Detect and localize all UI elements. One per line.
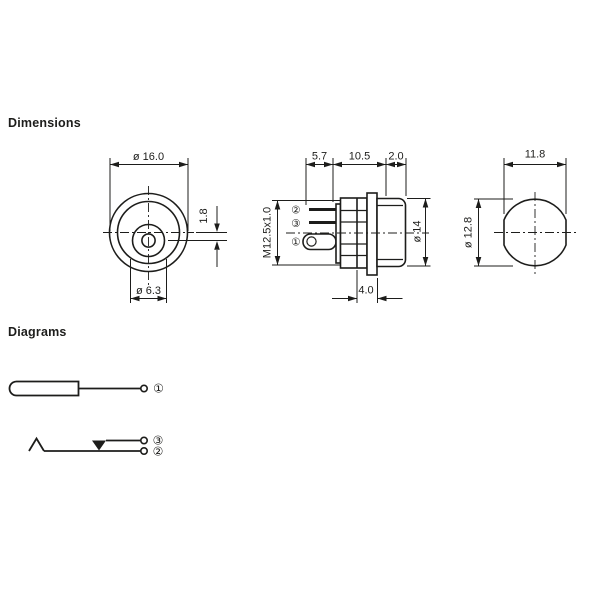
sleeve-terminal-label: ② bbox=[152, 444, 164, 459]
tip-length-label: 2.0 bbox=[388, 150, 404, 163]
arrowhead bbox=[179, 162, 188, 168]
mounting-washer bbox=[367, 193, 377, 275]
arrowhead bbox=[275, 256, 281, 265]
arrowhead bbox=[476, 199, 482, 208]
terminal-2-label: ② bbox=[291, 204, 301, 217]
rear-length-label: 4.0 bbox=[358, 284, 374, 297]
arrowhead bbox=[557, 162, 566, 168]
front-offset-extension-lines bbox=[168, 233, 227, 241]
body-length-label: 10.5 bbox=[348, 150, 371, 163]
arrowhead bbox=[324, 162, 333, 168]
center-pin-symbol bbox=[10, 382, 79, 396]
switch-terminal-label: ③ bbox=[152, 433, 164, 448]
switch-contact-symbol bbox=[92, 441, 106, 451]
arrowhead bbox=[214, 224, 220, 233]
tip-terminal-label: ① bbox=[153, 381, 164, 396]
dimensions-heading: Dimensions bbox=[8, 116, 81, 130]
arrowhead bbox=[386, 162, 395, 168]
terminal-3-label: ③ bbox=[291, 218, 301, 230]
terminal-1-label: ① bbox=[291, 236, 301, 249]
circuit-diagram-switch bbox=[29, 434, 163, 459]
barrel-body bbox=[377, 199, 406, 267]
tip-terminal-node bbox=[141, 385, 147, 391]
terminal-lug-1 bbox=[303, 234, 336, 250]
arrowhead bbox=[423, 199, 429, 208]
arrowhead bbox=[504, 162, 513, 168]
arrowhead bbox=[378, 296, 387, 302]
front-bore-diameter-label: ø 6.3 bbox=[135, 285, 162, 297]
front-offset-label: 1.8 bbox=[198, 208, 210, 224]
spring-contact-symbol bbox=[29, 439, 44, 452]
end-diameter-label: ø 12.8 bbox=[462, 216, 475, 249]
across-flats-label: 11.8 bbox=[524, 148, 546, 161]
arrowhead bbox=[423, 257, 429, 266]
front-view-drawing bbox=[103, 151, 227, 303]
barrel-diameter-label: ø 14 bbox=[411, 220, 424, 243]
arrowhead bbox=[377, 162, 386, 168]
arrowhead bbox=[275, 201, 281, 210]
switch-terminal-node bbox=[141, 437, 147, 443]
terminal-length-label: 5.7 bbox=[311, 150, 328, 163]
arrowhead bbox=[333, 162, 342, 168]
arrowhead bbox=[348, 296, 357, 302]
arrowhead bbox=[110, 162, 119, 168]
end-view-drawing bbox=[463, 149, 577, 275]
sleeve-terminal-node bbox=[141, 448, 147, 454]
front-outer-diameter-label: ø 16.0 bbox=[132, 151, 165, 163]
thread-spec-label: M12.5x1.0 bbox=[261, 206, 274, 259]
arrowhead bbox=[397, 162, 406, 168]
diagrams-heading: Diagrams bbox=[8, 325, 67, 339]
arrowhead bbox=[476, 257, 482, 266]
arrowhead bbox=[214, 241, 220, 250]
arrowhead bbox=[306, 162, 315, 168]
circuit-diagram-tip bbox=[10, 382, 164, 396]
side-view-drawing bbox=[262, 151, 431, 304]
